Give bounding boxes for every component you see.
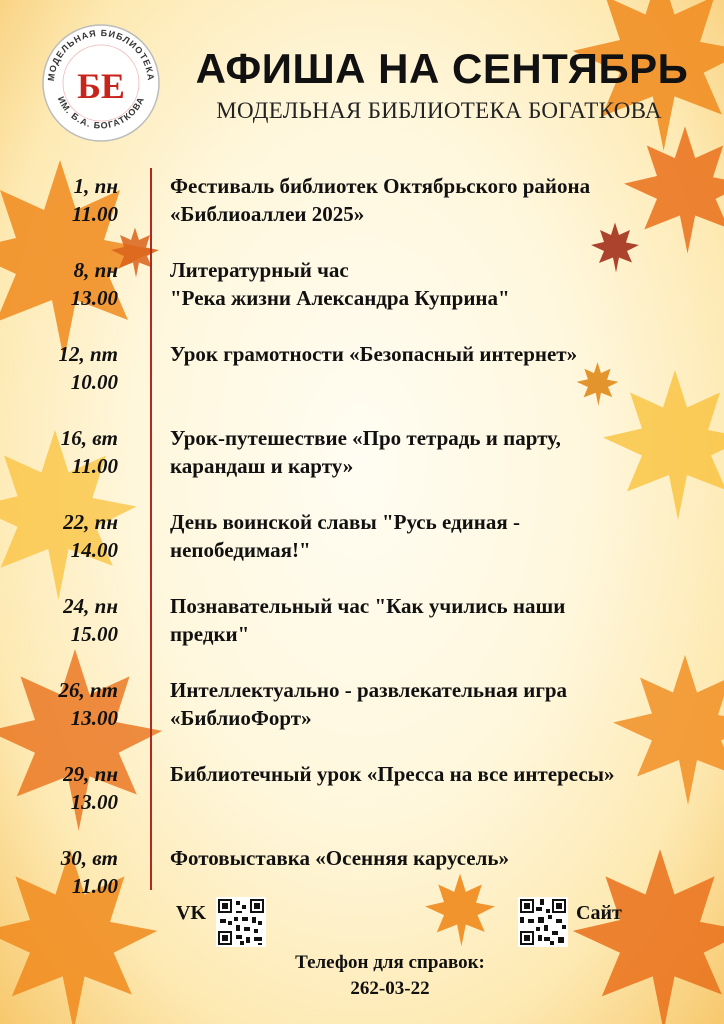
event-item [0,424,724,484]
phone-info [240,950,540,1002]
event-title-line: "Река жизни Александра Куприна" [170,286,510,310]
event-item [0,844,724,904]
event-title-line: предки" [170,622,250,646]
vk-label: VK [176,902,206,924]
event-date: 16, вт [60,426,118,450]
event-item [0,340,724,400]
event-time: 13.00 [70,706,118,730]
event-title-line: Познавательный час "Как учились наши [170,594,566,618]
vk-qr-code-icon[interactable] [216,897,266,947]
event-title-line: непобедимая!" [170,538,311,562]
event-title-line: «БиблиоФорт» [170,706,312,730]
event-item [0,592,724,652]
event-date: 26, пт [58,678,118,702]
event-time: 13.00 [70,286,118,310]
event-title-line: карандаш и карту» [170,454,354,478]
event-time: 10.00 [70,370,118,394]
event-date: 1, пн [73,174,118,198]
event-date: 29, пн [63,762,118,786]
event-time: 13.00 [70,790,118,814]
event-title-line: Урок грамотности «Безопасный интернет» [170,342,578,366]
event-title-line: Урок-путешествие «Про тетрадь и парту, [170,426,561,450]
event-title-line: Интеллектуально - развлекательная игра [170,678,568,702]
logo-ring-bottom: ИМ. Б.А. БОГАТКОВА [55,94,147,131]
site-label: Сайт [576,902,622,924]
event-title-line: «Библиоаллеи 2025» [170,202,365,226]
event-item [0,172,724,232]
page-title: АФИША НА СЕНТЯБРЬ [195,45,689,92]
logo-monogram: БЕ [77,66,125,106]
event-title-line: Библиотечный урок «Пресса на все интересы» [170,762,615,786]
event-title-line: Фестиваль библиотек Октябрьского района [170,174,591,198]
logo-ring-top: МОДЕЛЬНАЯ БИБЛИОТЕКА [45,27,157,82]
event-date: 8, пн [73,258,118,282]
event-item [0,508,724,568]
event-time: 11.00 [71,454,118,478]
phone-number: 262-03-22 [350,978,430,999]
event-item [0,676,724,736]
event-title-line: День воинской славы "Русь единая - [170,510,520,534]
event-date: 12, пт [58,342,118,366]
phone-label: Телефон для справок: [295,952,485,973]
event-time: 14.00 [70,538,118,562]
event-date: 24, пн [63,594,118,618]
event-item [0,760,724,820]
site-qr-code-icon[interactable] [518,897,568,947]
event-time: 11.00 [71,202,118,226]
event-title-line: Литературный час [170,258,349,282]
event-time: 11.00 [71,874,118,898]
event-date: 22, пн [63,510,118,534]
event-item [0,256,724,316]
page-subtitle: МОДЕЛЬНАЯ БИБЛИОТЕКА БОГАТКОВА [216,98,662,123]
event-title-line: Фотовыставка «Осенняя карусель» [170,846,510,870]
event-time: 15.00 [70,622,118,646]
library-logo [40,22,162,144]
event-date: 30, вт [60,846,118,870]
